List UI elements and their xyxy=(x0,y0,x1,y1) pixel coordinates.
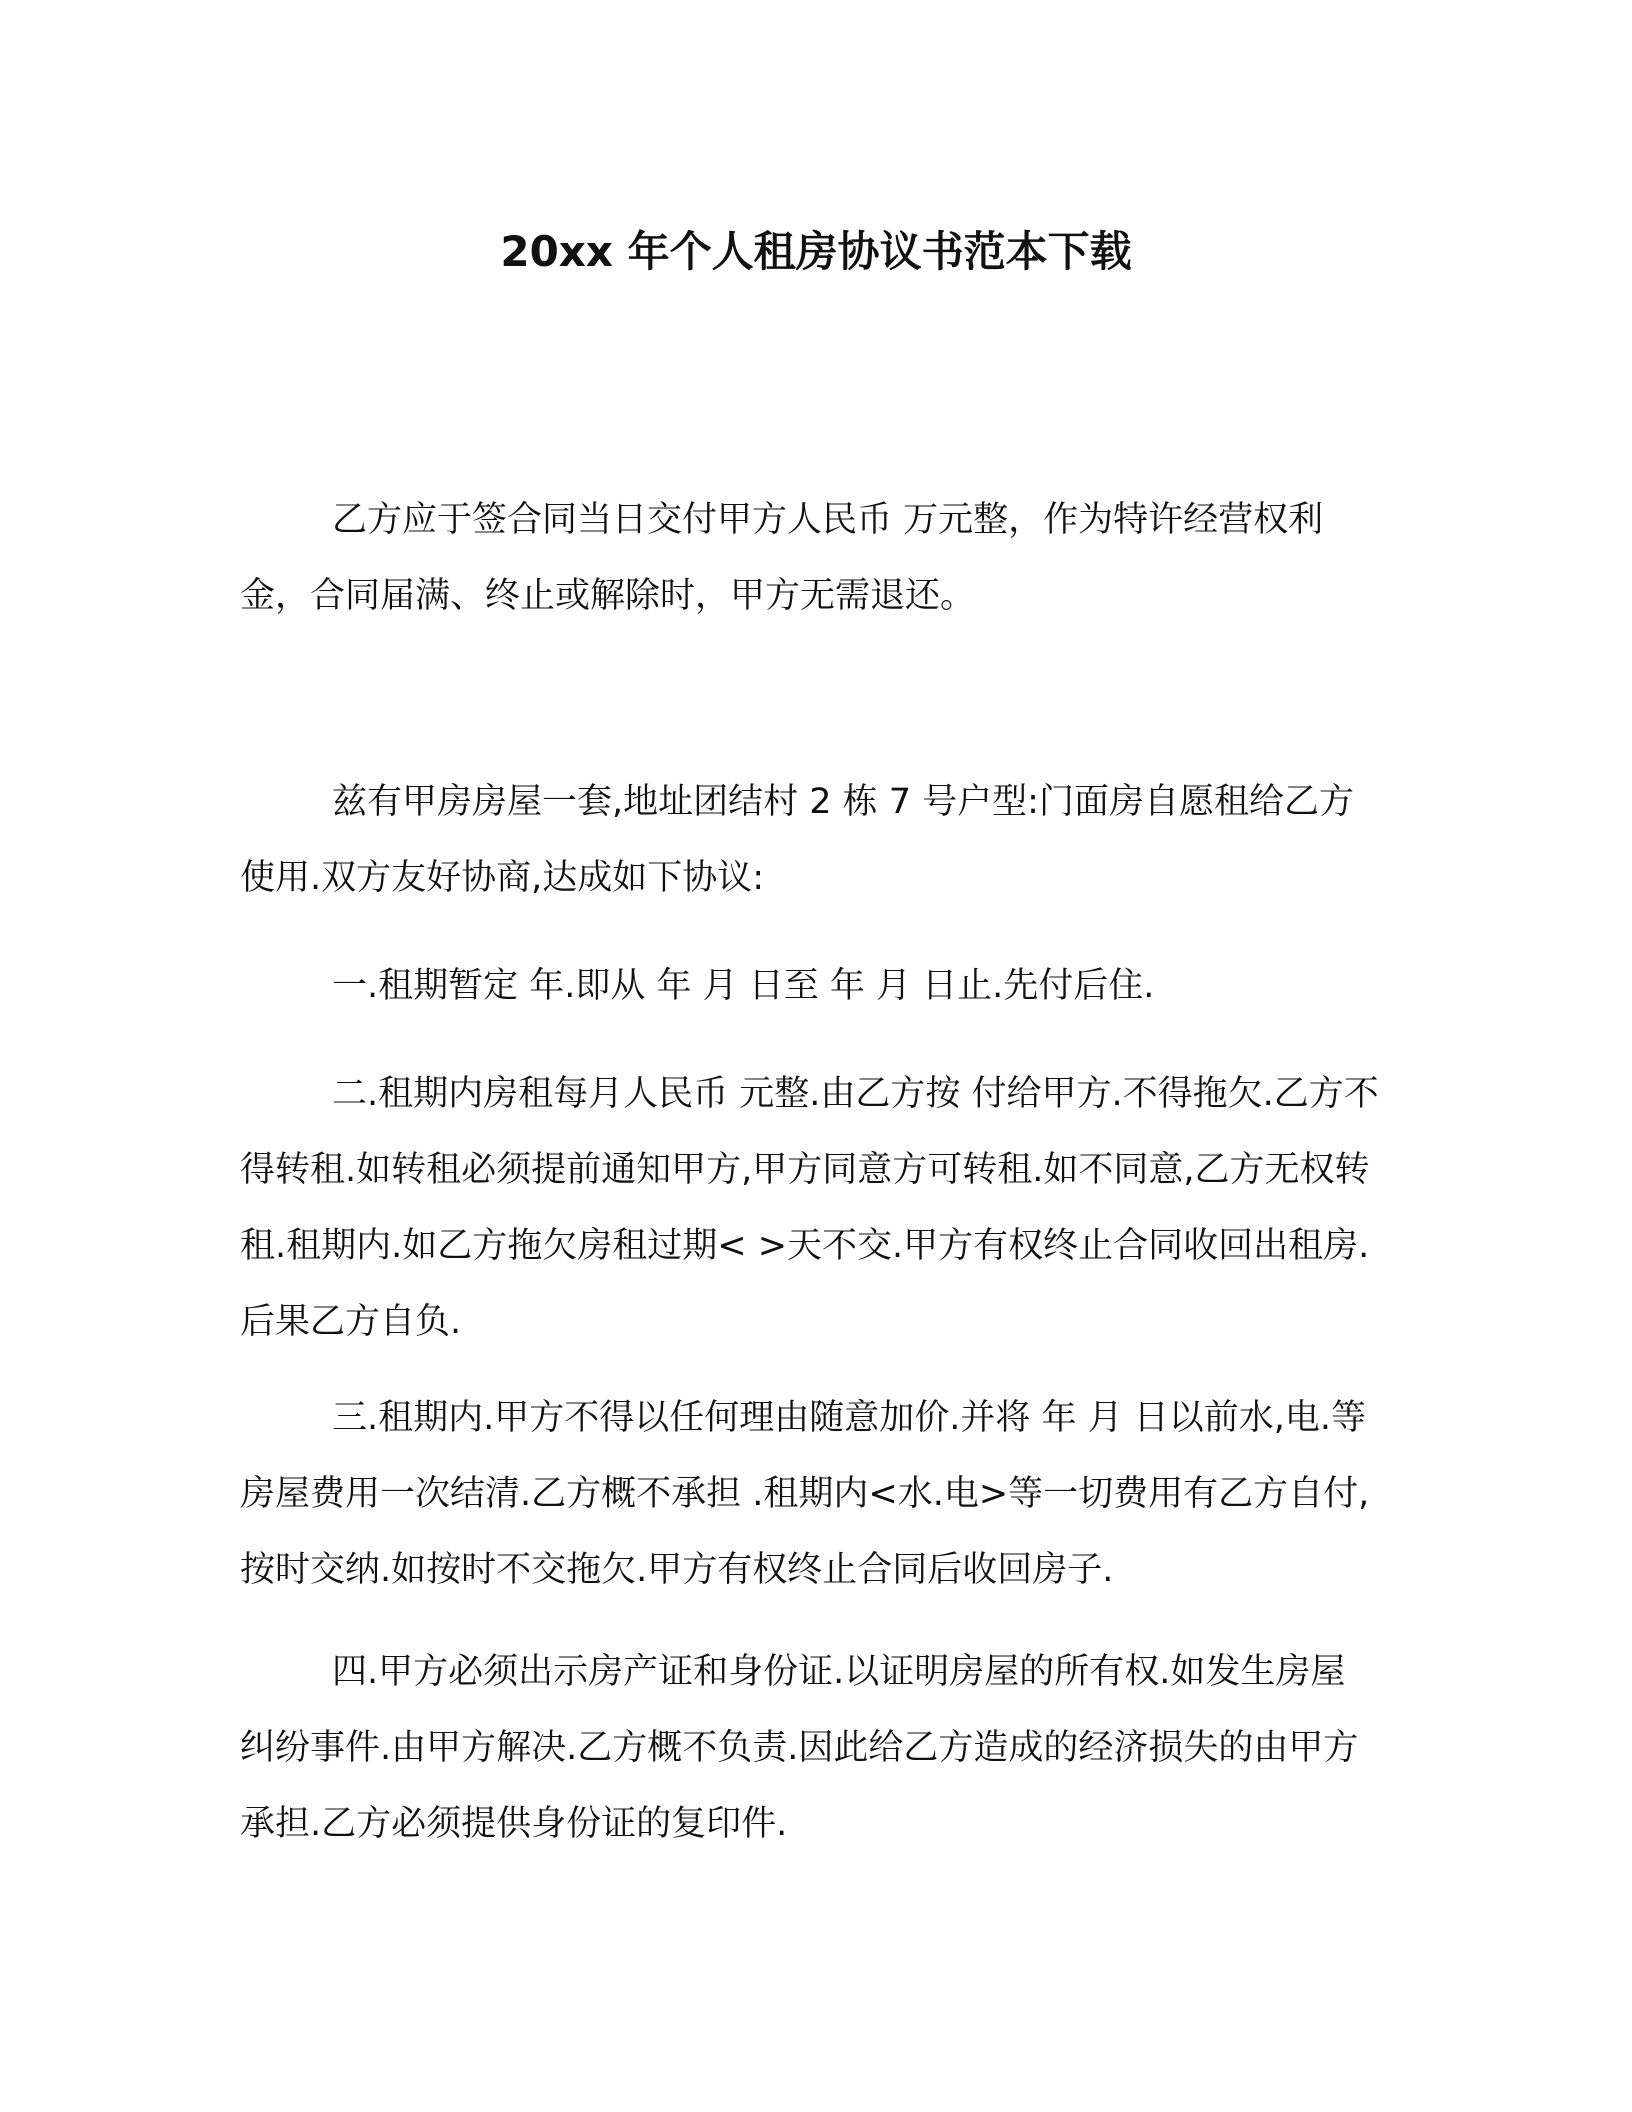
paragraph-clause-1: 一.租期暂定 年.即从 年 月 日至 年 月 日止.先付后住. xyxy=(332,966,1155,1006)
paragraph-clause-4: 四.甲方必须出示房产证和身份证.以证明房屋的所有权.如发生房屋纠纷事件.由甲方解决.乙方概不负责.因此给乙方造成的经济损失的由甲方承担.乙方必须提供身份证的复印件. xyxy=(240,1652,1359,1844)
paragraph-intro: 兹有甲房房屋一套,地址团结村 2 栋 7 号户型:门面房自愿租给乙方使用.双方友好协商,达成如下协议: xyxy=(240,782,1354,898)
paragraph-franchise-fee: 乙方应于签合同当日交付甲方人民币 万元整，作为特许经营权利金，合同届满、终止或解除时，甲方无需退还。 xyxy=(240,500,1324,616)
paragraph-clause-2: 二.租期内房租每月人民币 元整.由乙方按 付给甲方.不得拖欠.乙方不得转租.如转租必须提前通知甲方,甲方同意方可转租.如不同意,乙方无权转租.租期内.如乙方拖欠房租过期< >天不交.甲方有权终止合同收回出租房.后果乙方自负. xyxy=(240,1074,1379,1342)
document-title: 20xx 年个人租房协议书范本下载 xyxy=(500,227,1132,276)
paragraph-clause-3: 三.租期内.甲方不得以任何理由随意加价.并将 年 月 日以前水,电.等房屋费用一次结清.乙方概不承担 .租期内<水.电>等一切费用有乙方自付,按时交纳.如按时不交拖欠.甲方有权终止合同后收回房子. xyxy=(240,1398,1370,1590)
